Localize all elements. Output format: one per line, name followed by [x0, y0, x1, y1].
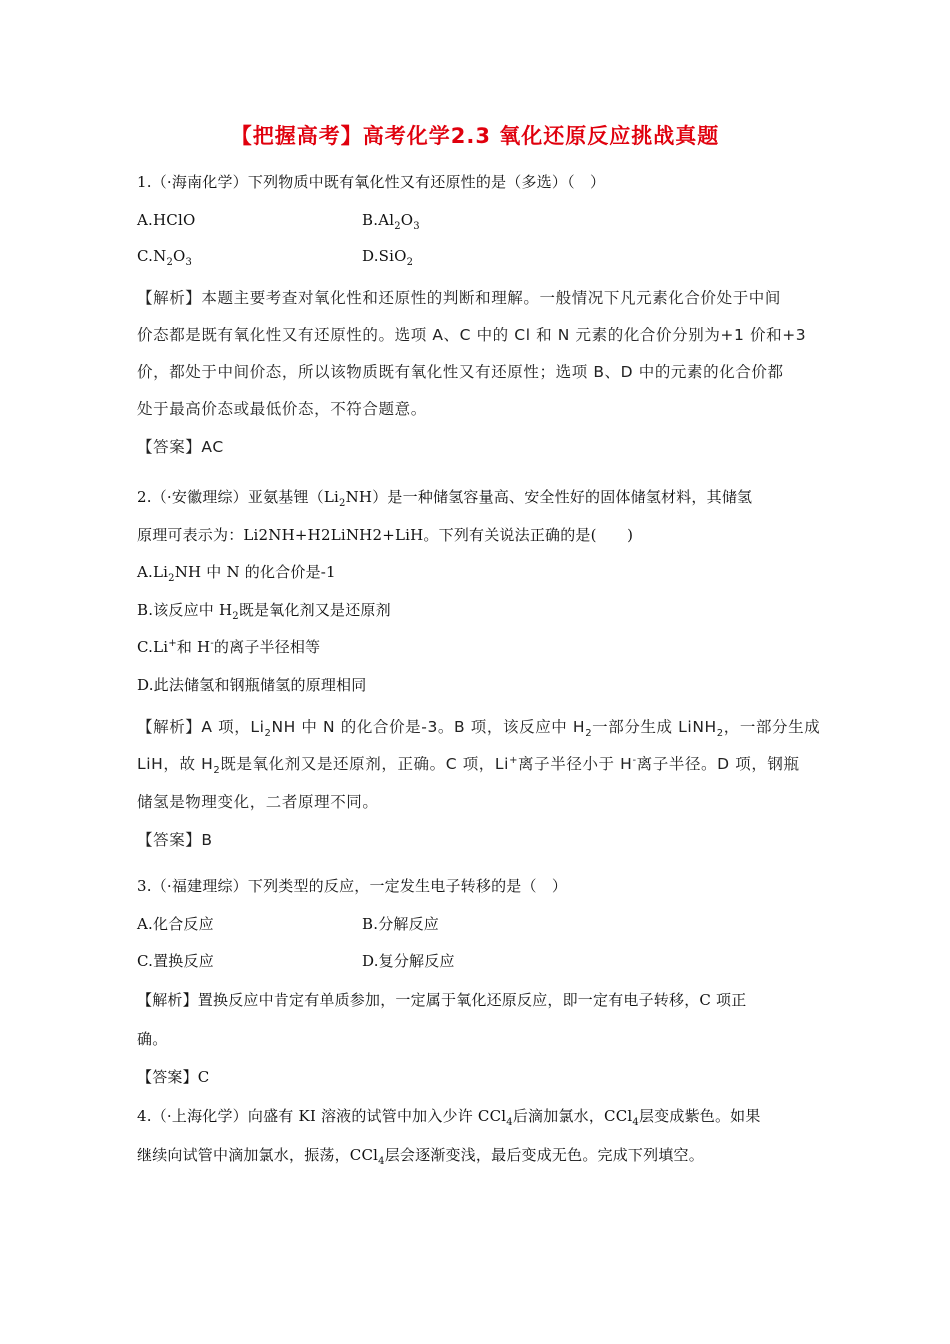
question-1-option-c: $C.N_2O_3$: [137, 247, 193, 268]
page-title: 【把握高考】高考化学2.3 氧化还原反应挑战真题: [230, 124, 720, 148]
question-2-option-d: D.此法储氢和钢瓶储氢的原理相同: [137, 676, 367, 694]
question-3-option-b: B.分解反应: [362, 915, 439, 933]
question-2-stem: 2.（·安徽理综）亚氨基锂$(Li_2NH)$是一种储氢容量高、安全性好的固体储氢材料，其储氢: [137, 488, 753, 509]
question-3-answer: 【答案】C: [137, 1068, 210, 1086]
question-2-analysis-line: 【解析】A 项，$Li_2NH$ 中 N 的化合价是-3。B 项，该反应中 $H_2$一部分生成 LiNH$_2$，一部分生成: [137, 718, 821, 740]
question-3-option-c: C.置换反应: [137, 952, 214, 970]
question-1-analysis-line: 价，都处于中间价态，所以该物质既有氧化性又有还原性；选项 B、D 中的元素的化合价都: [137, 363, 784, 381]
question-1-stem: 1.（·海南化学）下列物质中既有氧化性又有还原性的是（多选）（ ）: [137, 173, 606, 191]
question-2-analysis-line: LiH，故 $H_2$既是氧化剂又是还原剂，正确。C 项，Li+离子半径小于 H-离子半径。D 项，钢瓶: [137, 754, 800, 777]
question-2-answer: 【答案】B: [137, 831, 213, 849]
question-1-analysis-line: 价态都是既有氧化性又有还原性的。选项 A、C 中的 Cl 和 N 元素的化合价分别为+1 价和+3: [137, 326, 807, 344]
question-1-analysis-line: 【解析】本题主要考查对氧化性和还原性的判断和理解。一般情况下凡元素化合价处于中间: [137, 289, 782, 307]
question-1-answer: 【答案】AC: [137, 438, 224, 456]
question-2-analysis-line: 储氢是物理变化，二者原理不同。: [137, 793, 379, 811]
question-2-option-a: $A.Li_2NH$ 中 N 的化合价是-1: [137, 563, 336, 584]
question-2-option-c: C.Li+和 H-的离子半径相等: [137, 638, 321, 656]
question-2-stem-cont: 原理可表示为：Li2NH+H2LiNH2+LiH。下列有关说法正确的是( ): [137, 526, 634, 544]
question-3-option-a: A.化合反应: [137, 915, 214, 933]
question-3-stem: 3.（·福建理综）下列类型的反应，一定发生电子转移的是（ ）: [137, 877, 568, 895]
question-4-stem-cont: 继续向试管中滴加氯水，振荡，CCl$_4$层会逐渐变浅，最后变成无色。完成下列填空。: [137, 1146, 704, 1167]
question-1-option-a: A.HClO: [137, 211, 196, 229]
question-1-analysis-line: 处于最高价态或最低价态，不符合题意。: [137, 400, 427, 418]
question-1-option-b: $B.Al_2O_3$: [362, 211, 420, 232]
question-1-option-d: D.SiO$_2$: [362, 247, 414, 268]
question-3-option-d: D.复分解反应: [362, 952, 455, 970]
question-4-stem: 4.（·上海化学）向盛有 KI 溶液的试管中加入少许 CCl$_4$后滴加氯水，CCl$_4$层变成紫色。如果: [137, 1107, 761, 1128]
question-3-analysis-line: 确。: [137, 1030, 168, 1048]
question-3-analysis-line: 【解析】置换反应中肯定有单质参加，一定属于氧化还原反应，即一定有电子转移，C 项正: [137, 991, 747, 1009]
question-2-option-b: B.该反应中 $H_2$既是氧化剂又是还原剂: [137, 601, 391, 622]
